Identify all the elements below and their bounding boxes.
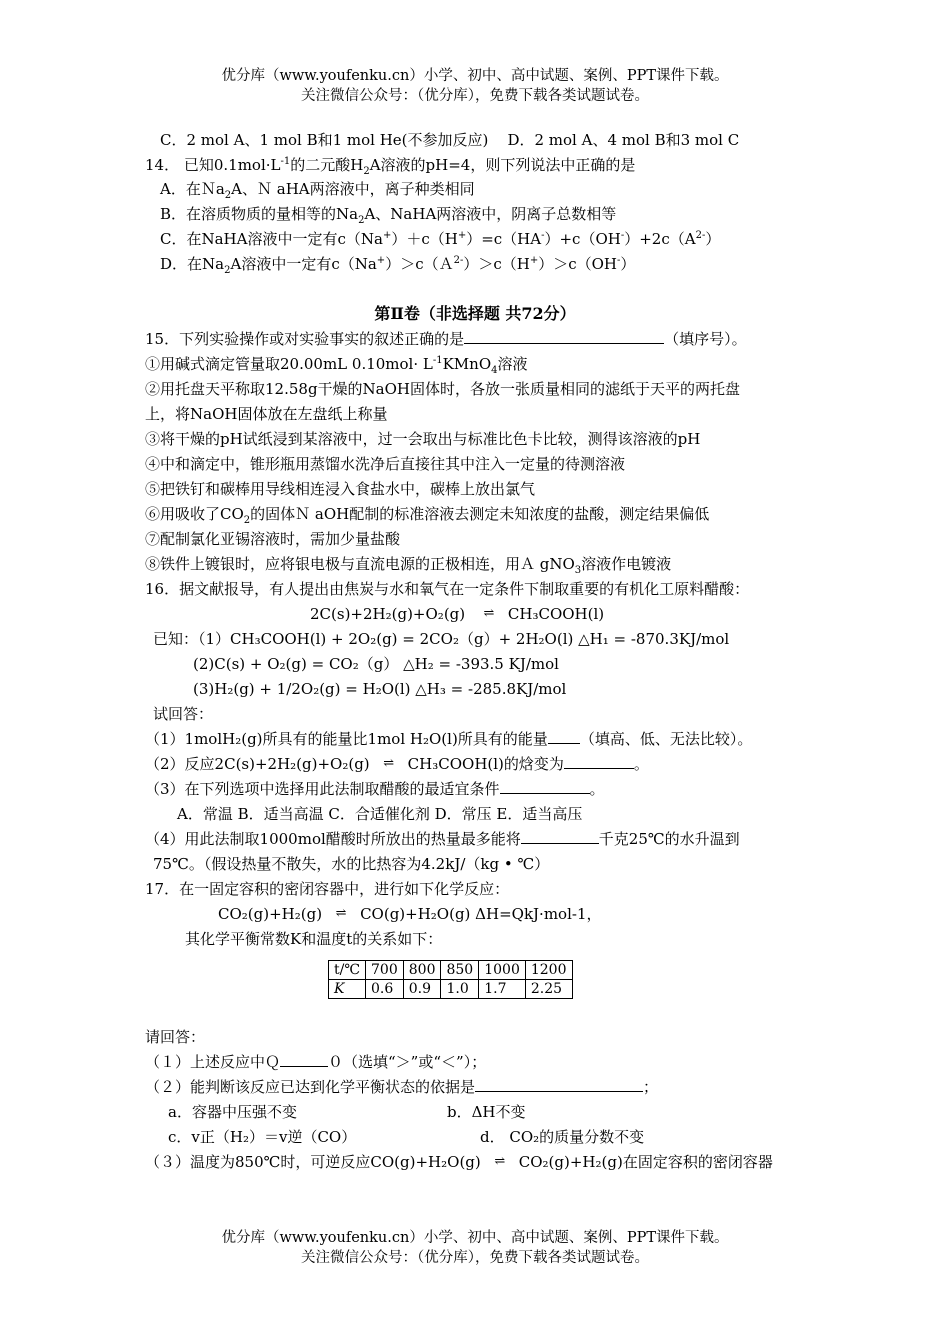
q15-item-text: 溶液作电镀液 bbox=[581, 555, 672, 573]
sub: 3 bbox=[574, 565, 582, 576]
table-cell: K bbox=[329, 980, 366, 999]
sup: + bbox=[376, 255, 386, 266]
q17-reaction-right: CO(g)+H₂O(g) ΔH=QkJ·mol-1， bbox=[360, 905, 602, 923]
q17-option-a: a．容器中压强不变 bbox=[168, 1103, 297, 1121]
q16-question-1 bbox=[145, 727, 752, 751]
equilibrium-arrow-icon: ⇌ bbox=[483, 606, 495, 621]
q13-options bbox=[160, 128, 739, 152]
table-cell: t/℃ bbox=[329, 961, 366, 980]
q17-stem: 17．在一固定容积的密闭容器中，进行如下化学反应： bbox=[145, 880, 510, 898]
q15-item-2b: 上，将NaOH固体放在左盘纸上称量 bbox=[145, 405, 388, 423]
q16-question-4b: 75℃。（假设热量不散失，水的比热容为4.2kJ/（kg • ℃） bbox=[153, 855, 550, 873]
sup: + bbox=[382, 230, 392, 241]
q14-b-text: B．在溶质物质的量相等的Na bbox=[160, 205, 359, 223]
q16-q4-text: （4）用此法制取1000mol醋酸时所放出的热量最多能将 bbox=[145, 830, 521, 848]
sub: 2 bbox=[224, 265, 231, 276]
q14-stem-text: 的二元酸H bbox=[290, 156, 364, 174]
answer-blank[interactable] bbox=[521, 828, 599, 844]
answer-blank[interactable] bbox=[564, 753, 634, 769]
table-row bbox=[329, 961, 573, 980]
q15-item-6 bbox=[145, 502, 709, 526]
q15-item-8 bbox=[145, 552, 671, 576]
q16-q3-end: 。 bbox=[589, 780, 605, 798]
q14-c-text: ）=c（HA bbox=[466, 230, 542, 248]
k-temperature-table bbox=[328, 960, 573, 999]
q15-item-7: ⑦配制氯化亚锡溶液时，需加少量盐酸 bbox=[145, 530, 401, 548]
equilibrium-arrow-icon: ⇌ bbox=[494, 1154, 506, 1169]
q15-stem-text: 15．下列实验操作或对实验事实的叙述正确的是 bbox=[145, 330, 465, 348]
q16-reaction bbox=[310, 602, 604, 628]
q15-item-text: ⑥用吸收了CO bbox=[145, 505, 244, 523]
equilibrium-arrow-icon: ⇌ bbox=[383, 756, 395, 771]
q15-item-2: ②用托盘天平称取12.58g干燥的NaOH固体时，各放一张质量相同的滤纸于天平的两托盘 bbox=[145, 380, 740, 398]
q16-q2-end: 。 bbox=[633, 755, 649, 773]
answer-blank[interactable] bbox=[280, 1051, 328, 1067]
q16-q2-text: （2）反应2C(s)+2H₂(g)+O₂(g) bbox=[145, 755, 370, 773]
sup: -1 bbox=[280, 156, 291, 167]
q16-q4-end: 千克25℃的水升温到 bbox=[598, 830, 740, 848]
table-cell: 800 bbox=[403, 961, 441, 980]
q15-item-5: ⑤把铁钉和碳棒用导线相连浸入食盐水中，碳棒上放出氯气 bbox=[145, 480, 536, 498]
sup: 2- bbox=[453, 255, 464, 266]
sub: 2 bbox=[243, 515, 251, 526]
q14-a-text: A．在Ｎa bbox=[160, 180, 225, 198]
header-line-1: 优分库（www.youfenku.cn）小学、初中、高中试题、案例、PPT课件下载。 bbox=[221, 68, 729, 84]
q16-q3-text: （3）在下列选项中选择用此法制取醋酸的最适宜条件 bbox=[145, 780, 500, 798]
header-line-2: 关注微信公众号：（优分库），免费下载各类试题试卷。 bbox=[301, 88, 649, 104]
q16-known-1: 已知：（1）CH₃COOH(l) + 2O₂(g) = 2CO₂（g）+ 2H₂O(l) △H₁ = -870.3KJ/mol bbox=[153, 630, 730, 648]
q15-item-text: ①用碱式滴定管量取20.00mL 0.10mol· L bbox=[145, 355, 433, 373]
answer-blank[interactable] bbox=[548, 728, 580, 744]
q14-option-c bbox=[160, 227, 720, 251]
footer-line-1: 优分库（www.youfenku.cn）小学、初中、高中试题、案例、PPT课件下载。 bbox=[221, 1230, 729, 1246]
sub: 2 bbox=[358, 215, 365, 226]
q15-item-3: ③将干燥的pH试纸浸到某溶液中，过一会取出与标准比色卡比较，测得该溶液的pH bbox=[145, 430, 701, 448]
q15-stem bbox=[145, 327, 747, 351]
q17-please: 请回答： bbox=[145, 1028, 206, 1046]
sub: 4 bbox=[491, 365, 498, 376]
q14-d-text: ） bbox=[620, 255, 636, 273]
q16-known-3: (3)H₂(g) + 1/2O₂(g) = H₂O(l) △H₃ = -285.8KJ/mol bbox=[193, 680, 567, 698]
sup: - bbox=[620, 230, 625, 241]
q14-c-text: ）+2c（A bbox=[624, 230, 696, 248]
q16-q1-text: （1）1molH₂(g)所具有的能量比1mol H₂O(l)所具有的能量 bbox=[145, 730, 548, 748]
q17-option-c: c．v正（H₂）＝v逆（CO） bbox=[168, 1128, 357, 1146]
q14-option-b bbox=[160, 202, 616, 226]
q13-option-d: D．2 mol A、4 mol B和3 mol C bbox=[507, 131, 740, 149]
q16-reaction-right: CH₃COOH(l) bbox=[507, 605, 605, 623]
q14-option-a bbox=[160, 177, 475, 201]
table-cell: 700 bbox=[366, 961, 404, 980]
q14-d-text: ）＞c（Ａ bbox=[385, 255, 454, 273]
q16-q1-end: （填高、低、无法比较）。 bbox=[579, 730, 753, 748]
q17-p3-text: CO₂(g)+H₂(g)在固定容积的密闭容器 bbox=[518, 1153, 773, 1171]
q16-ask: 试回答： bbox=[153, 705, 214, 723]
q16-stem: 16．据文献报导，有人提出由焦炭与水和氧气在一定条件下制取重要的有机化工原料醋酸： bbox=[145, 580, 750, 598]
q14-option-d bbox=[160, 252, 635, 276]
q17-option-b: b．ΔH不变 bbox=[447, 1103, 526, 1121]
sup: - bbox=[617, 255, 621, 266]
table-cell: 2.25 bbox=[525, 980, 572, 999]
equilibrium-arrow-icon: ⇌ bbox=[335, 906, 347, 921]
q17-part-3 bbox=[145, 1150, 773, 1176]
q17-p2-end: ； bbox=[643, 1078, 659, 1096]
q16-q3-options: A．常温 B．适当高温 C．合适催化剂 D．常压 E．适当高压 bbox=[177, 805, 583, 823]
q14-b-text: A、NaHA两溶液中，阴离子总数相等 bbox=[364, 205, 617, 223]
q14-d-text: ）＞c（H bbox=[463, 255, 530, 273]
sub: 2 bbox=[363, 166, 370, 177]
table-row bbox=[329, 980, 573, 999]
sub: 2 bbox=[224, 190, 232, 201]
q15-item-text: 溶液 bbox=[497, 355, 528, 373]
table-cell: 850 bbox=[441, 961, 479, 980]
sup: -1 bbox=[432, 355, 443, 366]
q13-option-c: C．2 mol A、1 mol B和1 mol He(不参加反应) bbox=[160, 131, 489, 149]
q17-p1-text: （１）上述反应中Ｑ bbox=[145, 1053, 281, 1071]
q17-relation: 其化学平衡常数K和温度t的关系如下： bbox=[185, 930, 443, 948]
q14-c-text: ）+c（OH bbox=[544, 230, 621, 248]
q15-item-text: KMnO bbox=[442, 355, 492, 373]
q15-item-text: 的固体Ｎ aOH配制的标准溶液去测定未知浓度的盐酸，测定结果偏低 bbox=[250, 505, 710, 523]
sup: - bbox=[541, 230, 545, 241]
table-cell: 1000 bbox=[479, 961, 526, 980]
q17-option-d: d． CO₂的质量分数不变 bbox=[480, 1128, 645, 1146]
q14-d-text: D．在Na bbox=[160, 255, 225, 273]
q16-reaction-left: 2C(s)+2H₂(g)+O₂(g) bbox=[310, 605, 466, 623]
table-cell: 0.6 bbox=[366, 980, 404, 999]
q17-part-2 bbox=[145, 1075, 658, 1099]
q15-item-text: ⑧铁件上镀银时，应将银电极与直流电源的正极相连，用Ａ gNO bbox=[145, 555, 575, 573]
q14-c-text: C．在NaHA溶液中一定有c（Na bbox=[160, 230, 383, 248]
q16-q2-text: CH₃COOH(l)的焓变为 bbox=[407, 755, 564, 773]
sup: + bbox=[457, 230, 467, 241]
q14-a-text: A、Ｎ aHA两溶液中，离子种类相同 bbox=[231, 180, 475, 198]
q14-d-text: A溶液中一定有c（Na bbox=[230, 255, 377, 273]
q16-question-4 bbox=[145, 827, 740, 851]
table-cell: 1.7 bbox=[479, 980, 526, 999]
sup: + bbox=[529, 255, 539, 266]
q14-c-text: ）＋c（H bbox=[391, 230, 458, 248]
q14-stem-text: 14． 已知0.1mol·L bbox=[145, 156, 281, 174]
q14-d-text: ）＞c（OH bbox=[538, 255, 617, 273]
q16-question-2 bbox=[145, 752, 649, 778]
section-title: 第Ⅱ卷（非选择题 共72分） bbox=[374, 304, 576, 323]
q14-stem-text: A溶液的pH=4，则下列说法中正确的是 bbox=[369, 156, 636, 174]
q17-p2-text: （２）能判断该反应已达到化学平衡状态的依据是 bbox=[145, 1078, 476, 1096]
sup: 2- bbox=[695, 230, 706, 241]
q16-known-2: (2)C(s) + O₂(g) = CO₂（g） △H₂ = -393.5 KJ/mol bbox=[193, 655, 559, 673]
q14-c-text: ） bbox=[705, 230, 721, 248]
q14-stem bbox=[145, 153, 635, 177]
q16-question-3 bbox=[145, 777, 605, 801]
answer-blank[interactable] bbox=[475, 1076, 643, 1092]
table-cell: 0.9 bbox=[403, 980, 441, 999]
table-cell: 1200 bbox=[525, 961, 572, 980]
table-cell: 1.0 bbox=[441, 980, 479, 999]
footer-line-2: 关注微信公众号：（优分库），免费下载各类试题试卷。 bbox=[301, 1250, 649, 1266]
q17-reaction bbox=[218, 902, 602, 928]
answer-blank[interactable] bbox=[464, 328, 664, 344]
q15-item-4: ④中和滴定中，锥形瓶用蒸馏水洗净后直接往其中注入一定量的待测溶液 bbox=[145, 455, 626, 473]
q17-p3-text: （３）温度为850℃时，可逆反应CO(g)+H₂O(g) bbox=[145, 1153, 481, 1171]
q15-stem-end: （填序号）。 bbox=[664, 330, 747, 348]
q15-item-1 bbox=[145, 352, 528, 376]
q17-reaction-left: CO₂(g)+H₂(g) bbox=[218, 905, 323, 923]
q17-p1-end: ０（选填“＞”或“＜”）； bbox=[328, 1053, 487, 1071]
answer-blank[interactable] bbox=[500, 778, 590, 794]
q17-part-1 bbox=[145, 1050, 486, 1074]
